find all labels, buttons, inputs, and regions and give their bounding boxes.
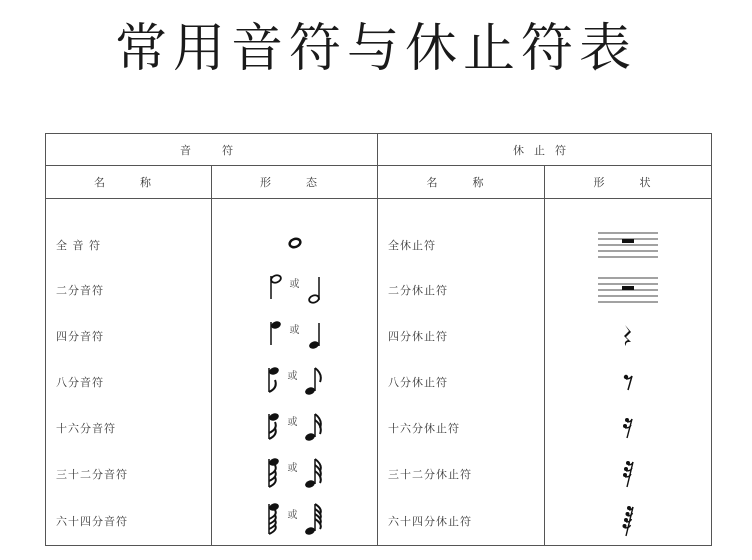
whole-note-icon [288,237,302,249]
eighth-rest-icon [622,370,634,394]
sixteenth-note-up-icon [304,412,324,442]
rest-name: 二分休止符 [378,268,545,314]
table-row [46,497,712,546]
half-rest-icon [596,275,660,305]
note-name: 十六分音符 [46,405,212,451]
note-name-header: 名 称 [46,166,212,198]
sixty-fourth-note-up-icon [304,502,324,536]
or-label: 或 [289,325,300,337]
rest-name: 十六分休止符 [378,405,545,451]
half-note-up-icon [306,274,322,304]
note-name: 四分音符 [46,313,212,359]
table-row [46,405,712,451]
sixteenth-rest-icon [622,415,634,441]
rest-name-header: 名 称 [378,166,545,198]
thirty-second-note-down-icon [266,457,282,489]
table-row [46,268,712,314]
thirty-second-note-up-icon [304,457,324,489]
sixty-fourth-note-down-icon [266,502,282,536]
or-label: 或 [287,463,298,474]
sub-header-row [46,166,712,198]
note-name: 六十四分音符 [46,497,212,546]
quarter-note-down-icon [268,320,284,350]
note-rest-table [45,133,712,546]
page-title: 常用音符与休止符表 [114,19,637,79]
rests-group-header: 休止符 [378,134,712,166]
rest-name: 三十二分休止符 [378,451,545,497]
table-row [46,451,712,497]
eighth-note-up-icon [304,366,324,396]
note-name: 二分音符 [46,268,212,314]
sixty-fourth-rest-icon [622,504,634,538]
rest-name: 四分休止符 [378,313,545,359]
half-note-down-icon [268,274,284,304]
or-label: 或 [287,371,298,383]
table-row [46,359,712,405]
notes-group-header: 音 符 [46,134,378,166]
rest-name: 八分休止符 [378,359,545,405]
group-header-row [46,134,712,166]
or-label: 或 [287,417,298,429]
whole-rest-icon [596,230,660,260]
or-label: 或 [287,509,298,521]
rest-name: 全休止符 [378,222,545,268]
note-name: 八分音符 [46,359,212,405]
rest-name: 六十四分休止符 [378,497,545,546]
note-name: 三十二分音符 [46,451,212,497]
rest-shape-header: 形 状 [545,166,712,198]
table-row [46,222,712,268]
quarter-note-up-icon [306,320,322,350]
thirty-second-rest-icon [622,459,634,489]
note-form-header: 形 态 [212,166,378,198]
or-label: 或 [289,279,300,291]
note-name: 全 音 符 [46,222,212,268]
table-row [46,313,712,359]
quarter-rest-icon [621,321,635,351]
sixteenth-note-down-icon [266,412,282,442]
eighth-note-down-icon [266,366,282,396]
